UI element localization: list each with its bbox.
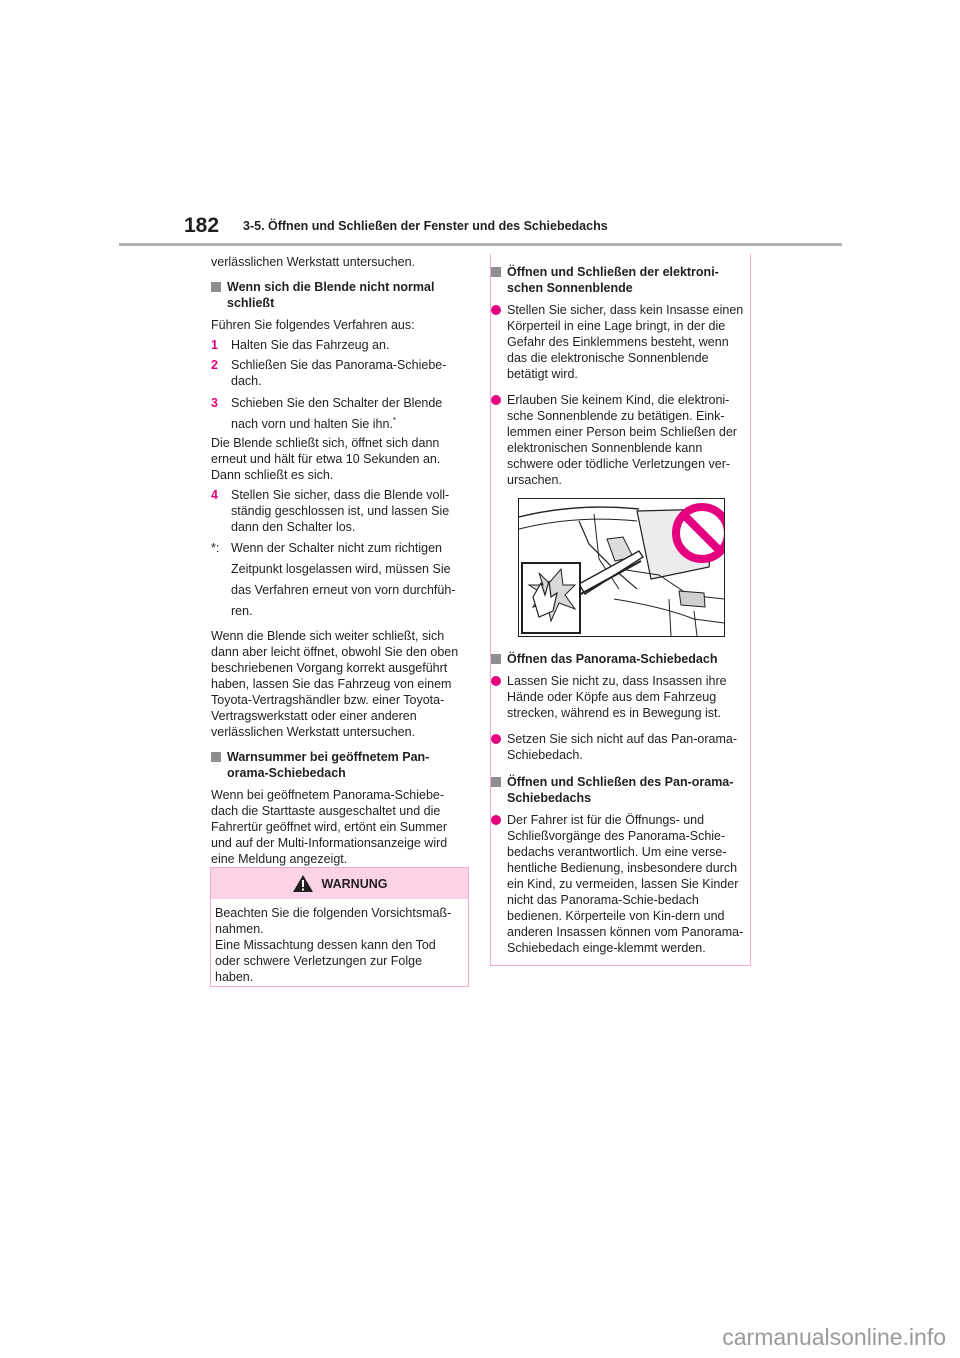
page-number: 182	[184, 214, 220, 237]
bullet-dot-icon	[491, 395, 501, 405]
footnote-mark: *:	[211, 541, 220, 555]
section-heading-blende	[211, 279, 469, 311]
step-number: 4	[211, 488, 218, 502]
bullet-dot-icon	[491, 734, 501, 744]
warning-header	[211, 868, 468, 899]
intro-text: verlässlichen Werkstatt untersuchen.	[211, 255, 416, 269]
illustration-no-hands	[518, 498, 725, 637]
step-text: Schieben Sie den Schalter der Blende nach vorn und halten Sie ihn.	[231, 396, 443, 431]
warnsummer-text: Wenn bei geöffnetem Panorama-Schiebe-dach die Starttaste ausgeschaltet und die Fahrertür geöffnet wird, ertönt ein Summer und auf der Multi-Informationsanzeige wird eine Meldung angezeigt.	[211, 788, 448, 866]
section-square-icon	[491, 777, 501, 787]
bullet-text: Lassen Sie nicht zu, dass Insassen ihre Hände oder Köpfe aus dem Fahrzeug strecken, während es in Bewegung ist.	[507, 674, 727, 720]
step-3-result: Die Blende schließt sich, öffnet sich dann erneut und hält für etwa 10 Sekunden an. Dann schließt es sich.	[211, 436, 441, 482]
section-square-icon	[491, 267, 501, 277]
footnote	[211, 538, 469, 622]
step-text-wrap	[231, 393, 469, 435]
bullet-text: Stellen Sie sicher, dass kein Insasse einen Körperteil in eine Lage bringt, in der die Gefahr des Einklemmens besteht, wenn das die elektronische Sonnenblende betätigt wird.	[507, 303, 744, 381]
header-divider	[119, 243, 842, 246]
step-text: Schließen Sie das Panorama-Schiebe-dach.	[231, 358, 447, 388]
right-column	[491, 254, 750, 956]
chapter-title: 3-5. Öffnen und Schließen der Fenster und des Schiebedachs	[243, 219, 608, 233]
bullet-text: Erlauben Sie keinem Kind, die elektroni-sche Sonnenblende zu betätigen. Eink-lemmen einer Person beim Schließen der elektronischen Sonnenblende kann schwere oder tödliche Verletzungen ver-ursachen.	[507, 393, 737, 487]
section-square-icon	[211, 282, 221, 292]
warning-box	[210, 867, 469, 987]
step-3	[211, 393, 469, 435]
bullet-dot-icon	[491, 815, 501, 825]
section-title: Öffnen das Panorama-Schiebedach	[507, 652, 718, 666]
step-number: 3	[211, 396, 218, 410]
sunshade-pinch-illustration	[519, 499, 724, 636]
section-title: Öffnen und Schließen des Pan-orama-Schiebedachs	[507, 775, 734, 805]
step-number: 1	[211, 338, 218, 352]
bullet-text: Setzen Sie sich nicht auf das Pan-orama-Schiebedach.	[507, 732, 737, 762]
bullet-item	[491, 392, 750, 488]
footnote-marker: *	[392, 415, 397, 425]
section-heading-sonnenblende	[491, 264, 750, 296]
section-title: Wenn sich die Blende nicht normal schließt	[227, 280, 435, 310]
warning-text-1: Beachten Sie die folgenden Vorsichtsmaß-nahmen.	[215, 906, 452, 936]
bullet-item	[491, 812, 750, 956]
section-square-icon	[491, 654, 501, 664]
step-text: Halten Sie das Fahrzeug an.	[231, 338, 390, 352]
warning-label: WARNUNG	[321, 876, 388, 891]
section-title: Öffnen und Schließen der elektroni-schen Sonnenblende	[507, 265, 719, 295]
section-heading-warnsummer	[211, 749, 469, 781]
section-square-icon	[211, 752, 221, 762]
step-text: Stellen Sie sicher, dass die Blende voll-ständig geschlossen ist, und lassen Sie dann den Schalter los.	[231, 488, 450, 534]
step-2	[211, 357, 469, 389]
closing-text: Wenn die Blende sich weiter schließt, sich dann aber leicht öffnet, obwohl Sie den oben beschriebenen Vorgang korrekt ausgeführt haben, lassen Sie das Fahrzeug von einem Toyota-Vertragshändler bzw. einer Toyota-Vertragswerkstatt oder einer anderen verlässlichen Werkstatt untersuchen.	[211, 629, 459, 739]
bullet-dot-icon	[491, 676, 501, 686]
warning-body	[211, 899, 468, 985]
section-title: Warnsummer bei geöffnetem Pan-orama-Schiebedach	[227, 750, 430, 780]
bullet-text: Der Fahrer ist für die Öffnungs- und Schließvorgänge des Panorama-Schie-bedachs verantwortlich. Um eine verse-hentliche Bedienung, insbesondere durch ein Kind, zu vermeiden, lassen Sie Kinder nicht das Panorama-Schie-bedach bedienen. Körperteile von Kin-dern und anderen Insassen können vom Panorama-Schiebedach einge-klemmt werden.	[507, 813, 744, 955]
section-heading-oeffnen	[491, 651, 750, 667]
step-4	[211, 487, 469, 535]
footnote-text: Wenn der Schalter nicht zum richtigen Zeitpunkt losgelassen wird, müssen Sie das Verfahren erneut von vorn durchfüh-ren.	[231, 541, 456, 618]
bullet-dot-icon	[491, 305, 501, 315]
bullet-item	[491, 673, 750, 721]
bullet-item	[491, 731, 750, 763]
watermark: carmanualsonline.info	[722, 1324, 946, 1350]
left-column	[211, 254, 469, 867]
step-1	[211, 337, 469, 353]
warning-triangle-icon	[292, 874, 314, 893]
step-number: 2	[211, 358, 218, 372]
warning-text-2: Eine Missachtung dessen kann den Tod oder schwere Verletzungen zur Folge haben.	[215, 938, 436, 984]
section-heading-schliessen	[491, 774, 750, 806]
bullet-item	[491, 302, 750, 382]
procedure-lead: Führen Sie folgendes Verfahren aus:	[211, 318, 415, 332]
